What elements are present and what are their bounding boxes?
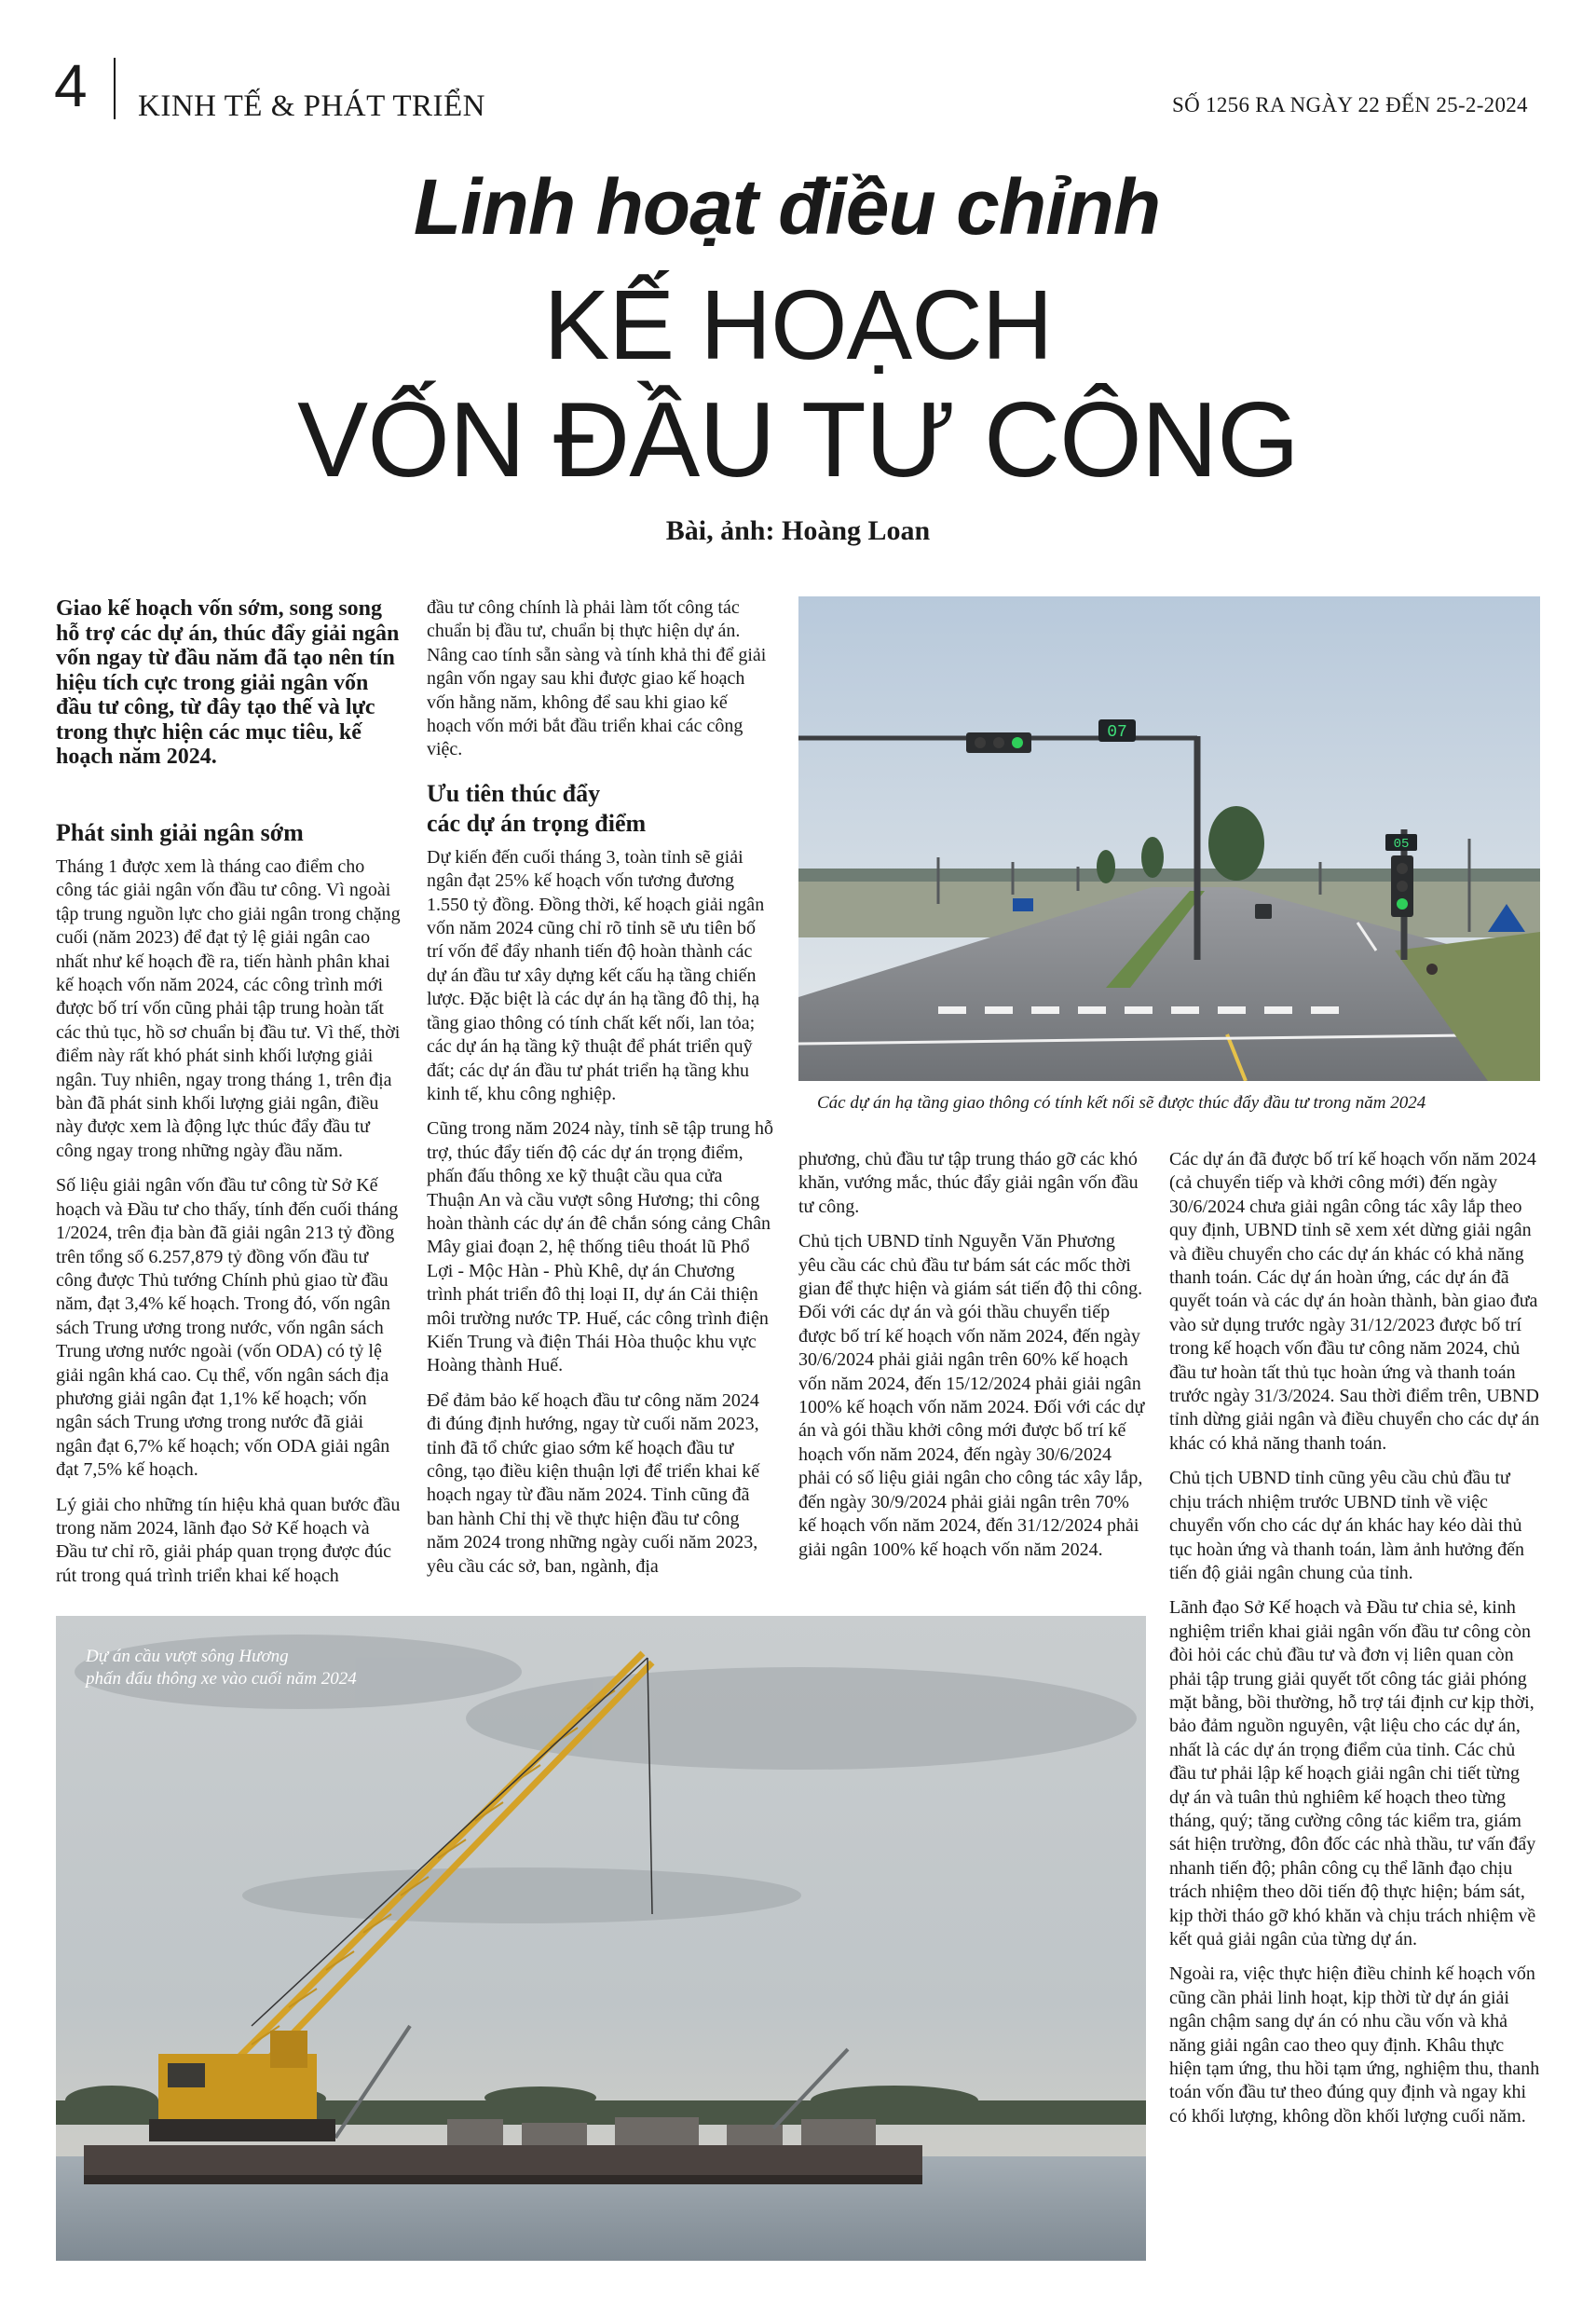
col2-paragraph-2: Dự kiến đến cuối tháng 3, toàn tỉnh sẽ giải ngân đạt 25% kế hoạch vốn tương đương 1.550 tỷ đồng. Đồng thời, kế hoạch giải ngân vốn năm 2024 cũng chỉ rõ tỉnh sẽ ưu tiên bố trí vốn để đẩy nhanh tiến độ hoàn thành các dự án đầu tư xây dựng kết cấu hạ tầng chiến lược. Đặc biệt là các dự án hạ tầng đô thị, hạ tầng giao thông có tính chất kết nối, lan tỏa; các dự án hạ tầng kỹ thuật để phát triển quỹ đất; các dự án đầu tư phát triển hạ tầng khu kinh tế, khu công nghiệp. [427,846,765,1104]
page-number: 4 [54,52,88,119]
subhead-early-disbursement: Phát sinh giải ngân sớm [56,819,304,846]
countdown-display-2: 05 [1393,837,1410,852]
column-2 [427,596,774,1590]
col4-paragraph-1: Các dự án đã được bố trí kế hoạch vốn năm 2024 (cả chuyển tiếp và khởi công mới) đến ngày 30/6/2024 chưa giải ngân công tác xây lắp theo quy định, UBND tỉnh sẽ xem xét dừng giải ngân và điều chuyển cho các dự án khác có khả năng thanh toán. Các dự án hoàn ứng, các dự án đã quyết toán và các dự án hoàn thành, bàn giao đưa vào sử dụng trước ngày 31/12/2023 được bố trí trong kế hoạch vốn đầu tư công năm 2024, chủ đầu tư hoàn tất thủ tục hoàn ứng và thanh toán trước ngày 31/3/2024. Sau thời điểm trên, UBND tỉnh dừng giải ngân và điều chuyển cho các dự án khác có khả năng thanh toán. [1169,1149,1540,1454]
crane-barge-photo [56,1616,1146,2261]
col1-paragraph-1: Tháng 1 được xem là tháng cao điểm cho công tác giải ngân vốn đầu tư công. Vì ngoài tập trung nguồn lực cho giải ngân trong chặng cuối (năm 2023) để đạt tỷ lệ giải ngân cao nhất như kế hoạch đề ra, tiến hành phân khai kế hoạch vốn năm 2024, các công trình mới được bố trí vốn cũng phải tập trung hoàn tất các thủ tục, hồ sơ chuẩn bị đầu tư. Vì thế, thời điểm này rất khó phát sinh khối lượng giải ngân. Tuy nhiên, ngay trong tháng 1, trên địa bàn đã phát sinh khối lượng giải ngân, điều này được xem là động lực thúc đẩy đầu tư công ngay trong những ngày đầu năm. [56,856,401,1161]
countdown-display-1: 07 [1107,723,1127,742]
col1-paragraph-3: Lý giải cho những tín hiệu khả quan bước đầu trong năm 2024, lãnh đạo Sở Kế hoạch và Đầu tư chỉ rõ, giải pháp quan trọng được đúc rút trong quá trình triển khai kế hoạch [56,1494,401,1586]
col2-paragraph-3: Cũng trong năm 2024 này, tỉnh sẽ tập trung hỗ trợ, thúc đẩy tiến độ các dự án trọng điểm, phấn đấu thông xe kỹ thuật cầu qua cửa Thuận An và cầu vượt sông Hương; thi công hoàn thành các dự án đê chắn sóng cảng Chân Mây giai đoạn 2, hệ thống tiêu thoát lũ Phổ Lợi - Mộc Hàn - Phù Khê, dự án Chương trình phát triển đô thị loại II, dự án Cải thiện môi trường nước TP. Huế, các công trình điện Kiến Trung và điện Thái Hòa thuộc khu vực Hoàng thành Huế. [427,1118,773,1376]
crane-caption-line1: Dự án cầu vượt sông Hương [86,1647,289,1666]
col4-paragraph-2: Chủ tịch UBND tỉnh cũng yêu cầu chủ đầu tư chịu trách nhiệm trước UBND tỉnh về việc chuyển vốn cho các dự án khác hay kéo dài thủ tục hoàn ứng và thanh toán, làm ảnh hưởng đến tiến độ giải ngân chung của tỉnh. [1169,1468,1525,1583]
column-4 [1169,1148,1540,2140]
section-name: KINH TẾ & PHÁT TRIỂN [138,89,485,123]
col4-paragraph-4: Ngoài ra, việc thực hiện điều chỉnh kế hoạch vốn cũng cần phải linh hoạt, kịp thời từ dự án giải ngân chậm sang dự án có nhu cầu vốn và khả năng giải ngân cao theo quy định. Khâu thực hiện tạm ứng, thu hồi tạm ứng, nghiệm thu, thanh toán vốn đầu tư theo đúng quy định và ngay khi có khối lượng, không dồn khối lượng cuối năm. [1169,1963,1540,2127]
col3-paragraph-1: phương, chủ đầu tư tập trung tháo gỡ các khó khăn, vướng mắc, thúc đẩy giải ngân vốn đầu tư công. [798,1149,1139,1217]
article-title-line2: VỐN ĐẦU TƯ CÔNG [297,381,1299,499]
subhead-priority-line1: Ưu tiên thúc đẩy [427,779,601,807]
issue-info: SỐ 1256 RA NGÀY 22 ĐẾN 25-2-2024 [1172,93,1528,116]
col3-paragraph-2: Chủ tịch UBND tỉnh Nguyễn Văn Phương yêu cầu các chủ đầu tư bám sát các mốc thời gian để thực hiện và giám sát tiến độ thi công. Đối với các dự án và gói thầu chuyển tiếp được bố trí kế hoạch vốn năm 2024, đến ngày 30/6/2024 phải giải ngân trên 60% kế hoạch vốn năm 2024, đến 15/12/2024 phải giải ngân 100% kế hoạch vốn năm 2024. Đối với các dự án và gói thầu khởi công mới được bố trí kế hoạch vốn năm 2024, đến ngày 30/6/2024 phải có số liệu giải ngân cho công tác xây lắp, đến ngày 30/9/2024 phải giải ngân trên 70% kế hoạch vốn năm 2024, đến 31/12/2024 phải giải ngân 100% kế hoạch vốn năm 2024. [798,1231,1145,1560]
byline: Bài, ảnh: Hoàng Loan [665,515,931,546]
col4-paragraph-3: Lãnh đạo Sở Kế hoạch và Đầu tư chia sẻ, kinh nghiệm triển khai giải ngân vốn đầu tư công còn đòi hỏi các chủ đầu tư và đơn vị liên quan còn phải tập trung giải quyết tốt công tác giải phóng mặt bằng, bồi thường, hỗ trợ tái định cư kịp thời, bảo đảm nguồn nguyên, vật liệu cho các dự án, nhất là các dự án trọng điểm của tỉnh. Các chủ đầu tư phải lập kế hoạch giải ngân chi tiết từng dự án và tuân thủ nghiêm kế hoạch theo từng tháng, quý; tăng cường công tác kiểm tra, giám sát hiện trường, đôn đốc các nhà thầu, tư vấn đẩy nhanh tiến độ; phân công cụ thể lãnh đạo chịu trách nhiệm theo dõi tiến độ thực hiện; bám sát, kịp thời tháo gỡ khó khăn và chịu trách nhiệm về kết quả giải ngân của từng dự án. [1169,1597,1536,1949]
col1-paragraph-2: Số liệu giải ngân vốn đầu tư công từ Sở Kế hoạch và Đầu tư cho thấy, tính đến cuối tháng 1/2024, trên địa bàn đã giải ngân 213 tỷ đồng trên tổng số 6.257,879 tỷ đồng vốn đầu tư công được Thủ tướng Chính phủ giao từ đầu năm, đạt 3,4% kế hoạch. Trong đó, vốn ngân sách Trung ương trong nước, vốn ngân sách Trung ương nước ngoài (vốn ODA) có tỷ lệ giải ngân khá cao. Cụ thể, vốn ngân sách địa phương giải ngân đạt 1,1% kế hoạch; vốn ngân sách Trung ương trong nước đã giải ngân đạt 6,7% kế hoạch; vốn ODA giải ngân đạt 7,5% kế hoạch. [56,1175,399,1481]
lead-paragraph: Giao kế hoạch vốn sớm, song song hỗ trợ các dự án, thúc đẩy giải ngân vốn ngay từ đầu năm đã tạo nên tín hiệu tích cực trong giải ngân vốn đầu tư công, từ đây tạo thế và lực trong thực hiện các mục tiêu, kế hoạch năm 2024. [56,596,400,769]
subhead-priority-line2: các dự án trọng điểm [427,809,647,837]
column-1 [56,818,402,1599]
road-photo-caption: Các dự án hạ tầng giao thông có tính kết nối sẽ được thúc đẩy đầu tư trong năm 2024 [817,1093,1426,1113]
col2-paragraph-4: Để đảm bảo kế hoạch đầu tư công năm 2024 đi đúng định hướng, ngay từ cuối năm 2023, tỉnh đã tổ chức giao sớm kế hoạch đầu tư công, tạo điều kiện thuận lợi để triển khai kế hoạch ngay từ đầu năm 2024. Tỉnh cũng đã ban hành Chỉ thị về thực hiện đầu tư công năm 2024 trong những ngày cuối năm 2023, yêu cầu các sở, ban, ngành, địa [427,1389,760,1577]
col2-paragraph-1: đầu tư công chính là phải làm tốt công tác chuẩn bị đầu tư, chuẩn bị thực hiện dự án. Nâng cao tính sẵn sàng và tính khả thi để giải ngân vốn ngay sau khi được giao kế hoạch vốn hằng năm, không để sau khi giao kế hoạch vốn mới bắt đầu triển khai các công việc. [427,597,767,760]
article-kicker: Linh hoạt điều chỉnh [413,163,1161,251]
column-3 [798,1148,1145,1573]
crane-photo-caption [86,1646,477,1690]
crane-caption-line2: phấn đấu thông xe vào cuối năm 2024 [86,1669,357,1689]
road-intersection-photo [798,596,1540,1081]
article-title-line1: KẾ HOẠCH [543,270,1053,380]
header-divider [114,58,116,119]
